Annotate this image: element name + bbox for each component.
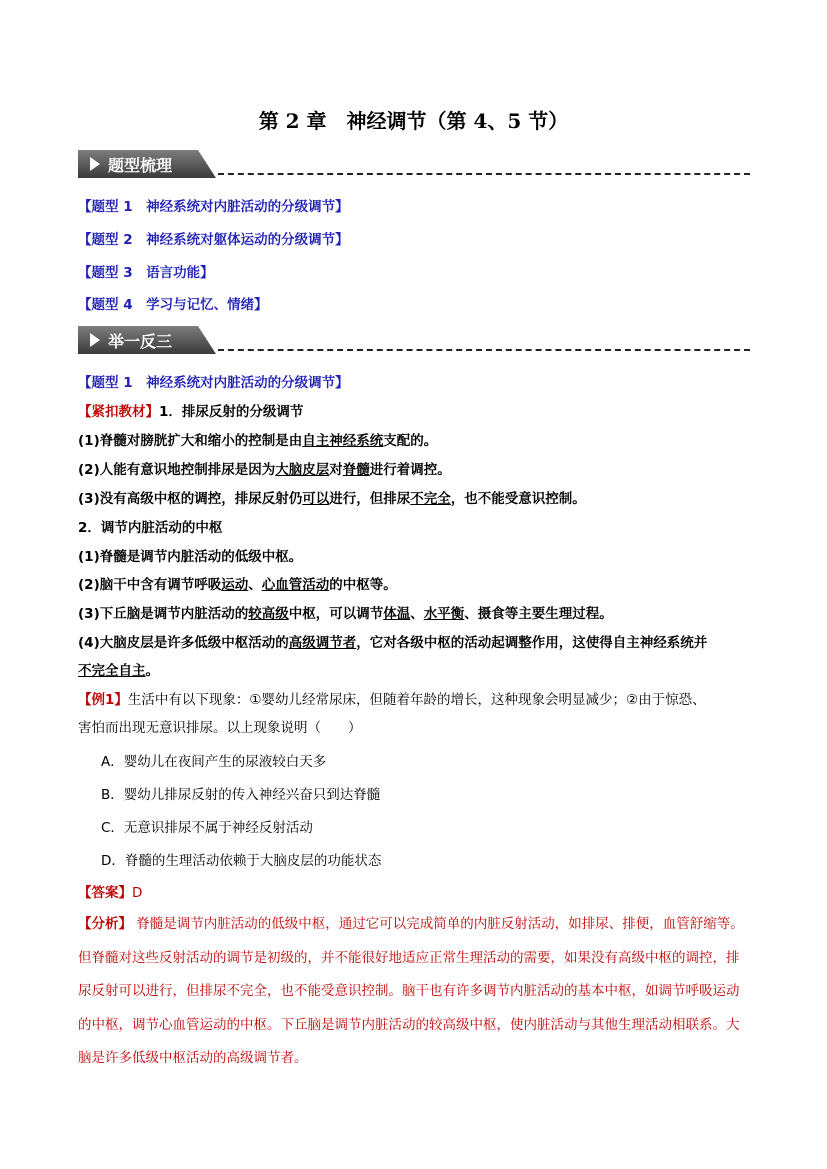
- play-icon: [90, 157, 100, 171]
- example-text: 生活中有以下现象：①婴幼儿经常尿床，但随着年龄的增长，这种现象会明显减少；②由于惊恐、: [127, 692, 706, 708]
- text: (2)脑干中含有调节呼吸: [78, 577, 222, 593]
- type-title: 神经系统对内脏活动的分级调节】: [146, 199, 349, 215]
- type-item-3[interactable]: [78, 261, 214, 281]
- example-tag: 【例1】: [78, 692, 128, 708]
- text: (1)脊髓是调节内脏活动的低级中枢。: [78, 549, 303, 565]
- textbook-line-5: [78, 573, 397, 593]
- textbook-line-2: [78, 458, 451, 478]
- banner-label: 举一反三: [108, 332, 173, 351]
- type-title: 神经系统对躯体运动的分级调节】: [146, 232, 349, 248]
- play-icon: [90, 333, 100, 347]
- text: 进行，但排尿: [329, 491, 411, 507]
- page-title: 第 2 章 神经调节（第 4、5 节）: [258, 109, 569, 133]
- type-title: 语言功能】: [146, 265, 214, 281]
- option-a[interactable]: A．婴幼儿在夜间产生的尿液较白天多: [101, 754, 327, 770]
- dashed-divider: [218, 349, 750, 351]
- section-banner-types: [78, 150, 750, 182]
- textbook-line-3: [78, 487, 586, 507]
- type-item-4[interactable]: [78, 293, 268, 313]
- text: ，它对各级中枢的活动起调整作用，这使得自主神经系统并: [356, 635, 708, 651]
- textbook-heading: [78, 400, 303, 420]
- text: 。: [145, 663, 159, 679]
- text: (3)没有高级中枢的调控，排尿反射仍: [78, 491, 303, 507]
- text: 进行着调控。: [369, 462, 451, 478]
- type-number: 【题型 2: [78, 232, 133, 248]
- textbook-h1: 1．排尿反射的分级调节: [159, 404, 304, 420]
- underlined-term: 不完全: [410, 491, 451, 507]
- underlined-term: 体温: [383, 606, 411, 622]
- section-banner-examples: [78, 326, 750, 358]
- banner-label: 题型梳理: [108, 156, 173, 175]
- underlined-term: 高级调节者: [288, 635, 357, 651]
- analysis-tag: 【分析】: [78, 916, 132, 932]
- textbook-line-1: [78, 429, 437, 449]
- type-number: 【题型 4: [78, 297, 133, 313]
- example-stem-line-1: [78, 688, 706, 708]
- text: (4)大脑皮层是许多低级中枢活动的: [78, 635, 289, 651]
- underlined-term: 心血管活动: [261, 577, 330, 593]
- textbook-heading-2: 2．调节内脏活动的中枢: [78, 520, 223, 536]
- type-number: 【题型 3: [78, 265, 133, 281]
- textbook-line-4: [78, 545, 302, 565]
- underlined-term: 不完全自主: [78, 663, 146, 679]
- option-b[interactable]: B．婴幼儿排尿反射的传入神经兴奋只到达脊髓: [101, 787, 381, 803]
- type-title: 学习与记忆、情绪】: [146, 297, 268, 313]
- underlined-term: 自主神经系统: [302, 433, 384, 449]
- textbook-line-8: [78, 659, 159, 679]
- text: 、摄食等主要生理过程。: [464, 606, 613, 622]
- dashed-divider: [218, 173, 750, 175]
- text: 对: [329, 462, 343, 478]
- type-title: 神经系统对内脏活动的分级调节】: [146, 375, 349, 391]
- answer-tag: 【答案】: [78, 885, 132, 901]
- text: (3)下丘脑是调节内脏活动的: [78, 606, 249, 622]
- text: (2)人能有意识地控制排尿是因为: [78, 462, 276, 478]
- type-number: 【题型 1: [78, 199, 133, 215]
- underlined-term: 脊髓: [342, 462, 370, 478]
- type-item-1[interactable]: [78, 195, 349, 215]
- analysis-paragraph: [78, 908, 750, 1076]
- text: (1)脊髓对膀胱扩大和缩小的控制是由: [78, 433, 303, 449]
- type-number: 【题型 1: [78, 375, 133, 391]
- text: 支配的。: [383, 433, 438, 449]
- underlined-term: 较高级: [248, 606, 289, 622]
- underlined-term: 运动: [221, 577, 249, 593]
- option-c[interactable]: C．无意识排尿不属于神经反射活动: [101, 820, 313, 836]
- example-stem-line-2: 害怕而出现无意识排尿。以上现象说明（ ）: [78, 720, 362, 736]
- underlined-term: 可以: [302, 491, 330, 507]
- text: 中枢，可以调节: [288, 606, 384, 622]
- text: 、: [248, 577, 262, 593]
- option-d[interactable]: D．脊髓的生理活动依赖于大脑皮层的功能状态: [101, 853, 382, 869]
- textbook-line-6: [78, 602, 613, 622]
- textbook-tag: 【紧扣教材】: [78, 404, 159, 420]
- section-heading: [78, 371, 349, 391]
- text: 、: [410, 606, 424, 622]
- answer-value: D: [132, 885, 143, 901]
- type-item-2[interactable]: [78, 228, 349, 248]
- underlined-term: 水平衡: [423, 606, 465, 622]
- text: ，也不能受意识控制。: [450, 491, 586, 507]
- textbook-line-7: [78, 631, 707, 651]
- text: 的中枢等。: [329, 577, 397, 593]
- underlined-term: 大脑皮层: [275, 462, 330, 478]
- answer-line: [78, 881, 142, 901]
- analysis-text: 脊髓是调节内脏活动的低级中枢，通过它可以完成简单的内脏反射活动，如排尿、排便，血管舒缩等。但脊髓对这些反射活动的调节是初级的，并不能很好地适应正常生理活动的需要，如果没有高级中枢的调控，排尿反射可以进行，但排尿不完全，也不能受意识控制。脑干也有许多调节内脏活动的基本中枢，如调节呼吸运动的中枢，调节心血管运动的中枢。下丘脑是调节内脏活动的较高级中枢，使内脏活动与其他生理活动相联系。大脑是许多低级中枢活动的高级调节者。: [78, 916, 744, 1066]
